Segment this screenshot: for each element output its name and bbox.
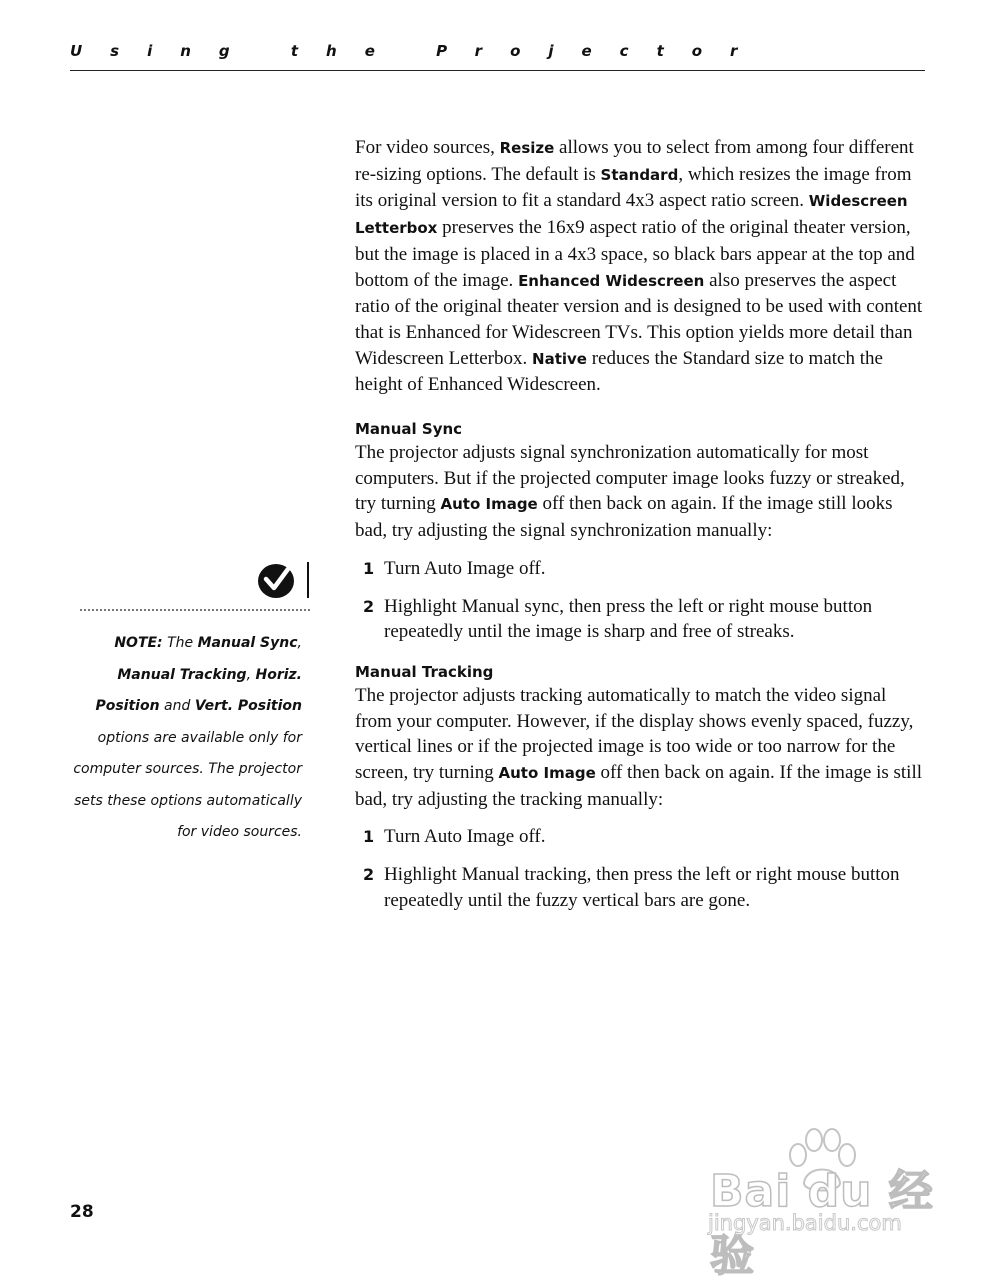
text-run: and xyxy=(159,698,195,714)
step-item xyxy=(355,594,925,645)
text-run: The xyxy=(162,635,198,651)
text-run: , xyxy=(246,666,256,683)
text-run: The projector adjusts tracking automatically to match the video signal from your computer. However, if the display shows evenly spaced, fuzzy, vertical lines or if the projected image is too wide or too narrow for the screen, try turning xyxy=(355,684,914,784)
term-resize: Resize xyxy=(499,139,555,157)
note-marker-bar xyxy=(307,562,309,598)
step-number: 1 xyxy=(363,827,375,847)
text-run: also preserves the aspect ratio of the original theater version and is designed to be used with content that is Enhanced for Widescreen TVs. This option yields more detail than Widescreen Letterbox. xyxy=(355,269,923,369)
note-term: Manual Tracking xyxy=(117,666,247,683)
term-widescreen-letterbox: Widescreen Letterbox xyxy=(355,192,908,238)
step-text: Highlight Manual tracking, then press the left or right mouse button repeatedly until the fuzzy vertical bars are gone. xyxy=(384,864,900,911)
sidebar-note xyxy=(70,628,302,849)
watermark-url: jingyan.baidu.com xyxy=(708,1211,902,1235)
main-column xyxy=(355,135,925,914)
text-run: off then back on again. If the image is still bad, try adjusting the tracking manually: xyxy=(355,762,923,810)
term-standard: Standard xyxy=(600,165,679,184)
term-enhanced-widescreen: Enhanced Widescreen xyxy=(518,271,705,290)
step-number: 2 xyxy=(363,865,375,885)
text-run: preserves the 16x9 aspect ratio of the original theater version, but the image is placed in a 4x3 space, so black bars appear at the top and bottom of the image. xyxy=(355,217,915,291)
step-text: Highlight Manual sync, then press the left or right mouse button repeatedly until the image is sharp and free of streaks. xyxy=(384,595,873,643)
term-auto-image: Auto Image xyxy=(440,495,538,514)
manual-tracking-paragraph xyxy=(355,683,925,813)
text-run: reduces the Standard size to match the height of Enhanced Widescreen. xyxy=(355,347,883,396)
step-text: Turn Auto Image off. xyxy=(384,826,546,848)
manual-tracking-section xyxy=(355,661,925,914)
term-auto-image: Auto Image xyxy=(498,764,596,783)
dotted-divider xyxy=(80,609,310,611)
text-run: , which resizes the image from its original version to fit a standard 4x3 aspect ratio screen. xyxy=(355,163,912,212)
step-number: 2 xyxy=(363,596,375,616)
header-title: Using the Projector xyxy=(70,42,766,60)
note-label: NOTE: xyxy=(114,635,163,651)
note-term: Horiz. Position xyxy=(95,666,302,714)
text-run: options are available only for computer sources. The projector sets these options automatically for video sources. xyxy=(73,729,302,840)
step-number: 1 xyxy=(363,558,375,578)
manual-sync-paragraph xyxy=(355,440,925,544)
watermark-brand: Bai du 经验 xyxy=(710,1166,934,1281)
running-header xyxy=(70,40,925,71)
text-run: allows you to select from among four different re-sizing options. The default is xyxy=(355,137,914,185)
text-run: The projector adjusts signal synchronization automatically for most computers. But if the projected computer image looks fuzzy or streaked, try turning xyxy=(355,442,905,515)
baidu-watermark xyxy=(700,1125,945,1281)
note-check-icon xyxy=(257,563,297,599)
manual-sync-section xyxy=(355,418,925,645)
note-term: Vert. Position xyxy=(194,698,302,714)
step-item xyxy=(355,556,925,582)
text-run: , xyxy=(297,635,302,651)
text-run: For video sources, xyxy=(355,137,500,158)
section-heading: Manual Sync xyxy=(355,420,463,439)
page-number: 28 xyxy=(70,1202,94,1222)
step-item xyxy=(355,862,925,913)
resize-paragraph xyxy=(355,135,925,398)
note-term: Manual Sync xyxy=(197,635,298,651)
step-item xyxy=(355,824,925,850)
text-run: off then back on again. If the image still looks bad, try adjusting the signal synchronization manually: xyxy=(355,493,893,542)
term-native: Native xyxy=(532,349,587,368)
section-heading: Manual Tracking xyxy=(355,662,494,681)
step-text: Turn Auto Image off. xyxy=(384,557,546,579)
